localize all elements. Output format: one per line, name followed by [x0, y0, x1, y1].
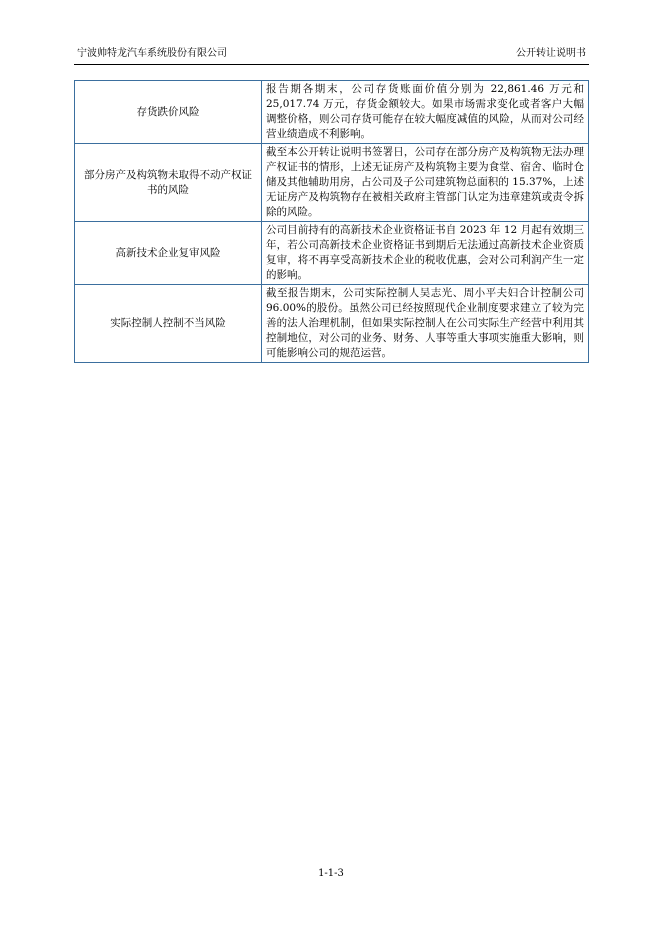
risk-description: 截至报告期末，公司实际控制人吴志光、周小平夫妇合计控制公司 96.00%的股份。虽然公司已经按照现代企业制度要求建立了较为完善的法人治理机制，但如果实际控制人在公司实际生产经营中利用其控制地位，对公司的业务、财务、人事等重大事项实施重大影响，则可能影响公司的规范运营。 — [262, 285, 589, 363]
risk-name: 实际控制人控制不当风险 — [75, 285, 262, 363]
page-number: 1-1-3 — [318, 868, 344, 879]
document-title: 公开转让说明书 — [516, 48, 586, 59]
table-row — [75, 222, 589, 285]
risk-description: 截至本公开转让说明书签署日，公司存在部分房产及构筑物无法办理产权证书的情形，上述无证房产及构筑物主要为食堂、宿舍、临时仓储及其他辅助用房，占公司及子公司建筑物总面积的 15.37%，上述无证房产及构筑物存在被相关政府主管部门认定为违章建筑或责令拆除的风险。 — [262, 144, 589, 222]
page-header — [74, 46, 589, 65]
company-name: 宁波帅特龙汽车系统股份有限公司 — [77, 48, 227, 59]
risk-name: 高新技术企业复审风险 — [75, 222, 262, 285]
risk-description: 公司目前持有的高新技术企业资格证书自 2023 年 12 月起有效期三年，若公司高新技术企业资格证书到期后无法通过高新技术企业资质复审，将不再享受高新技术企业的税收优惠，会对公司利润产生一定的影响。 — [262, 222, 589, 285]
table-row — [75, 144, 589, 222]
risk-name: 部分房产及构筑物未取得不动产权证书的风险 — [75, 144, 262, 222]
table-row — [75, 81, 589, 144]
risk-description: 报告期各期末，公司存货账面价值分别为 22,861.46 万元和 25,017.74 万元，存货金额较大。如果市场需求变化或者客户大幅调整价格，则公司存货可能存在较大幅度减值的风险，从而对公司经营业绩造成不利影响。 — [262, 81, 589, 144]
table-row — [75, 285, 589, 363]
risk-table — [74, 80, 589, 363]
risk-name: 存货跌价风险 — [75, 81, 262, 144]
